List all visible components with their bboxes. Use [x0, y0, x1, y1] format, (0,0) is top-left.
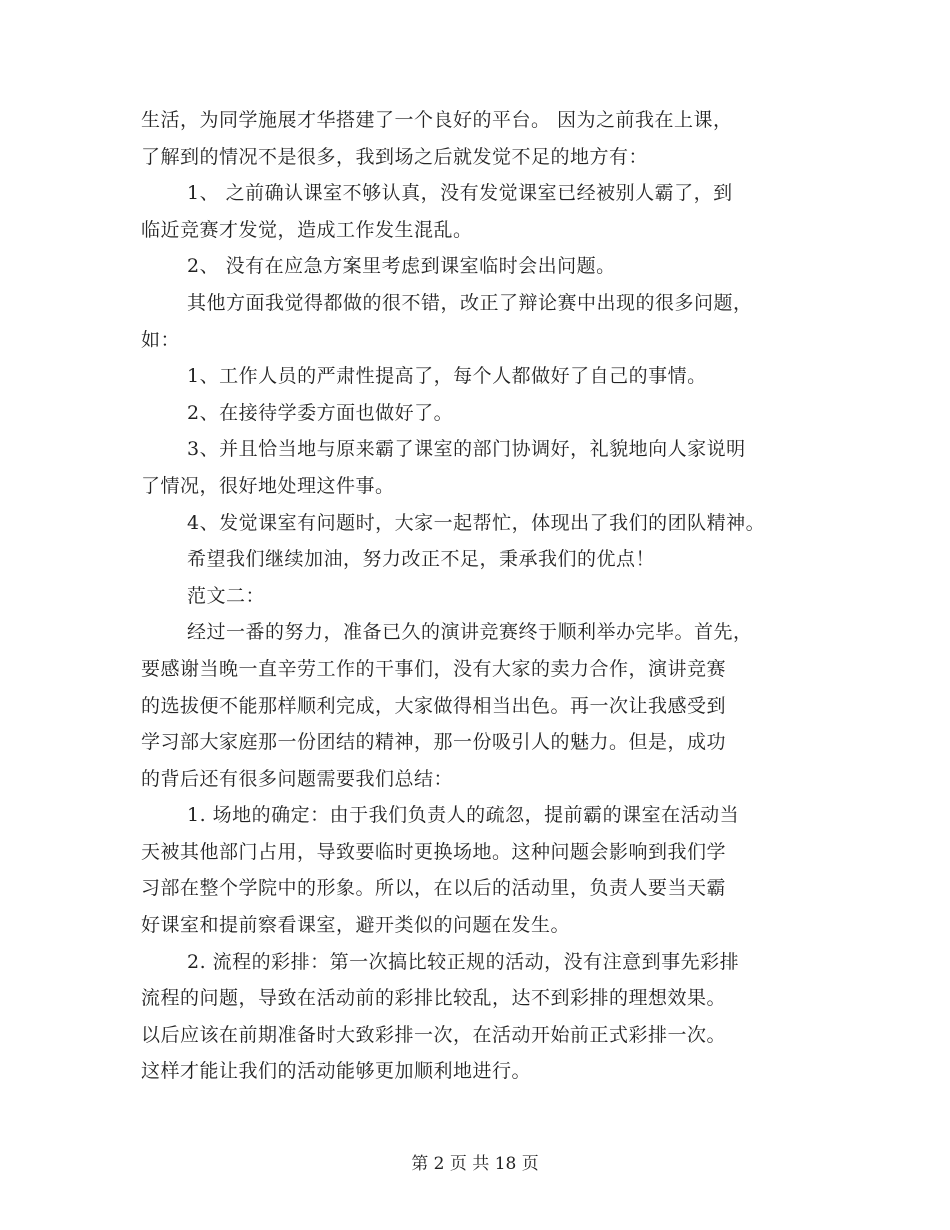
text-line: 4、发觉课室有问题时，大家一起帮忙，体现出了我们的团队精神。: [187, 511, 766, 534]
text-line: 范文二：: [187, 584, 266, 607]
text-line: 天被其他部门占用，导致要临时更换场地。这种问题会影响到我们学: [141, 840, 727, 863]
text-line: 的背后还有很多问题需要我们总结：: [141, 767, 454, 790]
text-line: 2. 流程的彩排：第一次搞比较正规的活动，没有注意到事先彩排: [187, 950, 740, 973]
text-line: 的选拔便不能那样顺利完成，大家做得相当出色。再一次让我感受到: [141, 694, 727, 717]
text-line: 如：: [141, 328, 181, 351]
text-line: 2、在接待学委方面也做好了。: [187, 401, 454, 424]
text-line: 好课室和提前察看课室，避开类似的问题在发生。: [141, 914, 571, 937]
text-line: 学习部大家庭那一份团结的精神，那一份吸引人的魅力。但是，成功: [141, 731, 727, 754]
document-body: [141, 102, 821, 1090]
text-line: 临近竞赛才发觉，造成工作发生混乱。: [141, 218, 473, 241]
text-line: 3、并且恰当地与原来霸了课室的部门协调好，礼貌地向人家说明: [187, 438, 746, 461]
text-line: 了情况，很好地处理这件事。: [141, 474, 395, 497]
page-footer: 第 2 页 共 18 页: [411, 1154, 539, 1174]
text-line: 了解到的情况不是很多，我到场之后就发觉不足的地方有：: [141, 145, 649, 168]
text-line: 1、 之前确认课室不够认真，没有发觉课室已经被别人霸了，到: [187, 182, 733, 205]
text-line: 以后应该在前期准备时大致彩排一次，在活动开始前正式彩排一次。: [141, 1023, 727, 1046]
text-line: 2、 没有在应急方案里考虑到课室临时会出问题。: [187, 255, 616, 278]
text-line: 其他方面我觉得都做的很不错，改正了辩论赛中出现的很多问题，: [187, 291, 753, 314]
text-line: 这样才能让我们的活动能够更加顺利地进行。: [141, 1060, 532, 1083]
text-line: 生活，为同学施展才华搭建了一个良好的平台。 因为之前我在上课，: [141, 109, 733, 131]
text-line: 流程的问题，导致在活动前的彩排比较乱，达不到彩排的理想效果。: [141, 987, 727, 1010]
text-line: 1. 场地的确定：由于我们负责人的疏忽，提前霸的课室在活动当: [187, 804, 740, 827]
text-line: 习部在整个学院中的形象。所以，在以后的活动里，负责人要当天霸: [141, 877, 727, 900]
text-line: 希望我们继续加油，努力改正不足，秉承我们的优点！: [187, 548, 656, 571]
text-line: 1、工作人员的严肃性提高了，每个人都做好了自己的事情。: [187, 365, 707, 388]
text-line: 要感谢当晚一直辛劳工作的干事们，没有大家的卖力合作，演讲竞赛: [141, 657, 727, 680]
text-line: 经过一番的努力，准备已久的演讲竞赛终于顺利举办完毕。首先，: [187, 621, 753, 644]
